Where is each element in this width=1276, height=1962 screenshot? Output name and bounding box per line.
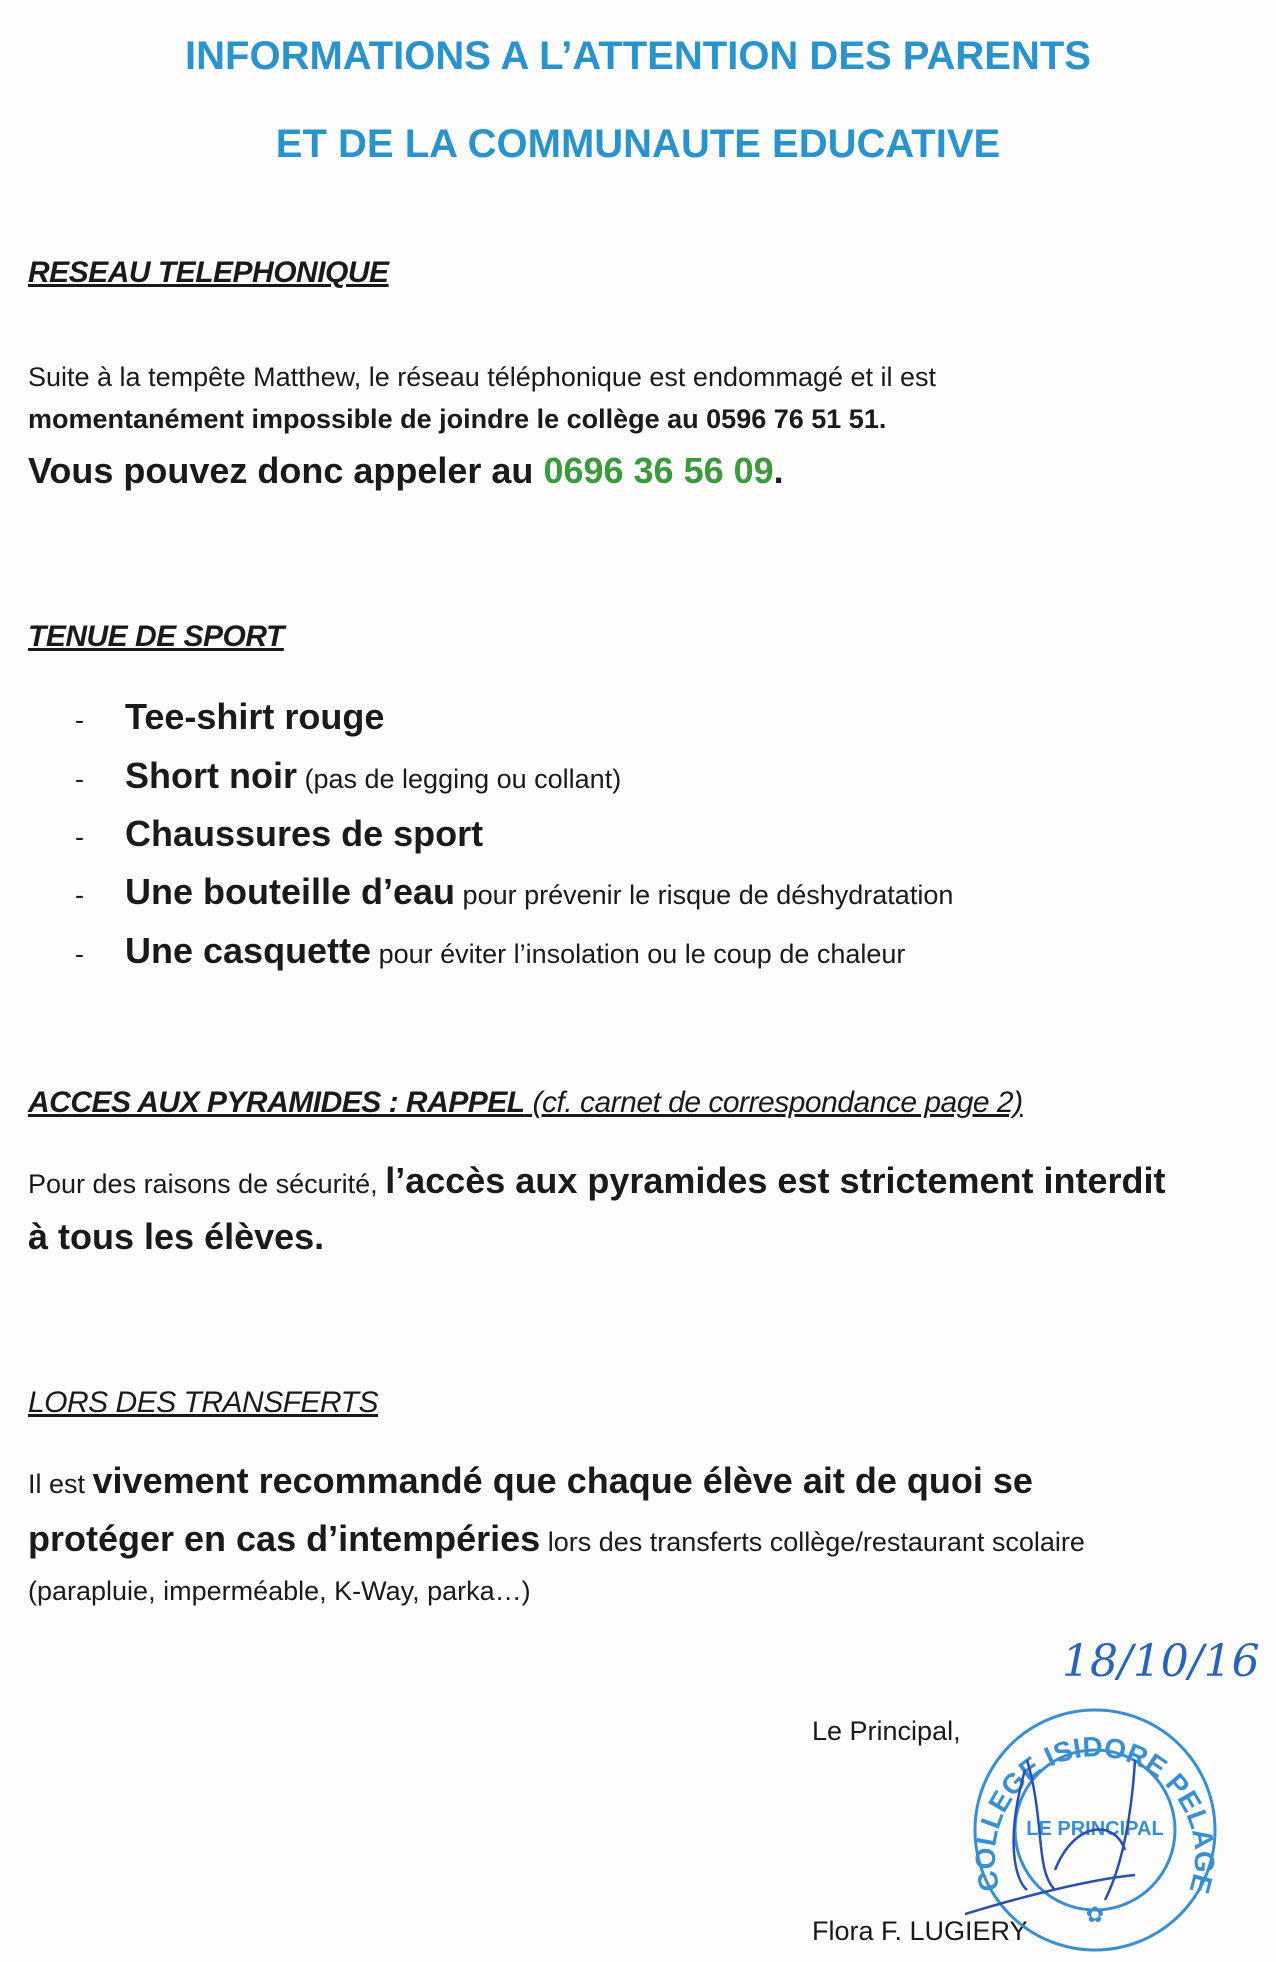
title-line-1: INFORMATIONS A L’ATTENTION DES PARENTS [185, 34, 1091, 78]
handwritten-date: 18/10/16 [1062, 1636, 1260, 1687]
item-rest: (pas de legging ou collant) [296, 764, 622, 794]
transferts-line-3: (parapluie, imperméable, K-Way, parka…) [28, 1576, 531, 1606]
pyramides-bold: l’accès aux pyramides est strictement interdit [385, 1160, 1166, 1201]
reseau-line-3 [28, 450, 784, 492]
transferts-bold: vivement recommandé que chaque élève ait de quoi se [92, 1460, 1033, 1501]
heading-pyramides-note: (cf. carnet de correspondance page 2) [524, 1086, 1023, 1119]
svg-text:✿: ✿ [1085, 1902, 1105, 1927]
pyramides-line-2: à tous les élèves. [28, 1216, 325, 1257]
transferts-line-2 [28, 1518, 1085, 1560]
item-lead: Une bouteille d’eau [125, 871, 456, 912]
pyramides-prefix: Pour des raisons de sécurité, [28, 1169, 386, 1199]
item-lead: Short noir [125, 755, 297, 796]
list-item: - Short noir (pas de legging ou collant) [75, 755, 622, 796]
item-lead: Une casquette [125, 930, 372, 971]
svg-text:LE PRINCIPAL: LE PRINCIPAL [1026, 1818, 1164, 1840]
reseau-line-2: momentanément impossible de joindre le collège au 0596 76 51 51. [28, 404, 887, 434]
transferts-bold-2: protéger en cas d’intempéries [28, 1518, 541, 1559]
heading-pyramides [28, 1086, 1023, 1120]
title-line-2: ET DE LA COMMUNAUTE EDUCATIVE [275, 122, 1001, 166]
item-rest: pour éviter l’insolation ou le coup de chaleur [371, 939, 906, 969]
list-item: - Tee-shirt rouge [75, 696, 385, 737]
signature-role: Le Principal, [812, 1716, 961, 1746]
reseau-line-3-suffix: . [773, 450, 784, 491]
transferts-rest: lors des transferts collège/restaurant scolaire [540, 1527, 1085, 1557]
list-item: - Une casquette pour éviter l’insolation ou le coup de chaleur [75, 930, 906, 971]
reseau-line-1: Suite à la tempête Matthew, le réseau téléphonique est endommagé et il est [28, 362, 937, 392]
item-rest: pour prévenir le risque de déshydratation [455, 880, 954, 910]
phone-number: 0696 36 56 09 [543, 450, 774, 491]
item-lead: Chaussures de sport [125, 813, 484, 854]
signature-name: Flora F. LUGIERY [812, 1916, 1028, 1946]
heading-transferts: LORS DES TRANSFERTS [28, 1386, 379, 1419]
heading-reseau: RESEAU TELEPHONIQUE [28, 256, 389, 289]
reseau-line-3-prefix: Vous pouvez donc appeler au [28, 450, 544, 491]
svg-text:COLLEGE ISIDORE PELAGE: COLLEGE ISIDORE PELAGE [969, 1731, 1221, 1897]
pyramides-line-1 [28, 1160, 1166, 1202]
heading-pyramides-main: ACCES AUX PYRAMIDES : RAPPEL [28, 1086, 525, 1119]
official-stamp [965, 1700, 1225, 1960]
transferts-line-1 [28, 1460, 1033, 1502]
heading-sport: TENUE DE SPORT [28, 620, 284, 653]
list-item: - Chaussures de sport [75, 813, 484, 854]
list-item: - Une bouteille d’eau pour prévenir le risque de déshydratation [75, 871, 954, 912]
transferts-prefix: Il est [28, 1469, 93, 1499]
item-lead: Tee-shirt rouge [125, 696, 385, 737]
